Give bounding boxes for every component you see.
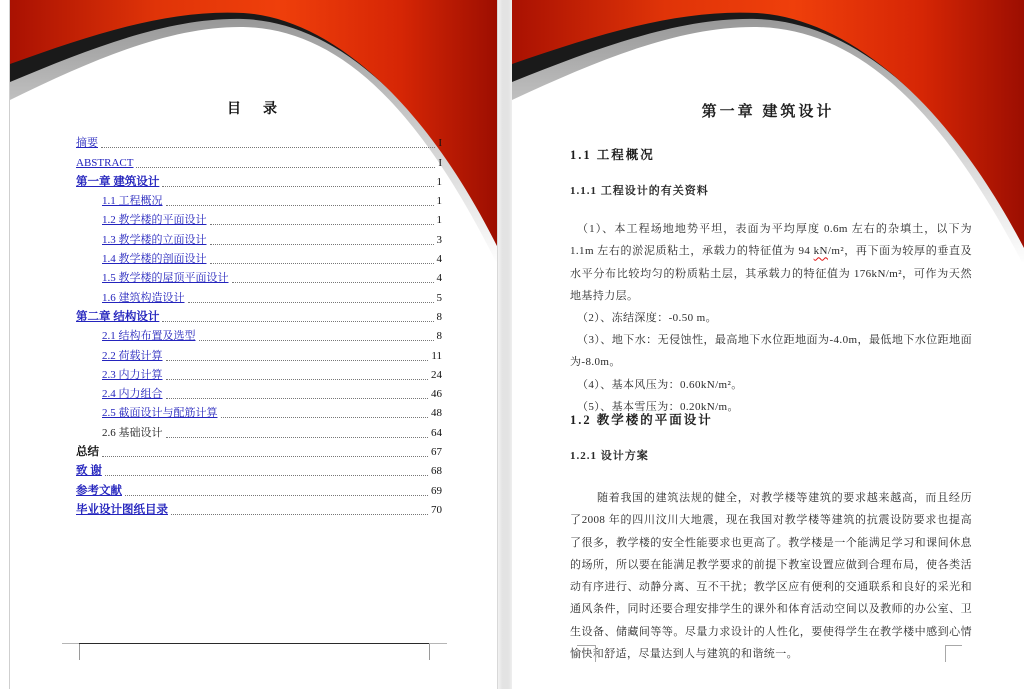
toc-leader-dots [101,147,435,148]
toc-entry-label[interactable]: 毕业设计图纸目录 [76,503,168,516]
footer-margin-mark [429,644,430,660]
toc-leader-dots [162,321,433,322]
toc-leader-dots [166,360,429,361]
toc-leader-dots [232,282,434,283]
text-boundary-corner-mark [595,645,596,662]
section-heading-1-1: 1.1 工程概况 [570,148,655,162]
toc-entry-label[interactable]: 1.3 教学楼的立面设计 [102,233,207,246]
toc-leader-dots [162,186,433,187]
toc-entry[interactable] [76,131,442,150]
toc-page-number: 24 [431,368,442,381]
toc-leader-dots [125,495,428,496]
toc-list [76,131,442,517]
toc-leader-dots [166,398,429,399]
list-item-wind-pressure: （4）、基本风压为：0.60kN/m²。 [577,379,743,391]
toc-page-number: 70 [431,503,442,516]
toc-entry[interactable] [76,266,442,285]
list-item-frost-depth: （2）、冻结深度：-0.50 m。 [577,312,718,324]
toc-entry[interactable] [76,150,442,169]
toc-leader-dots [102,456,428,457]
subsection-heading-1-2-1: 1.2.1 设计方案 [570,450,649,462]
toc-entry-label[interactable]: 2.5 截面设计与配筋计算 [102,407,218,420]
toc-page-number: 67 [431,446,442,459]
toc-title: 目 录 [227,102,281,117]
toc-page-number: 64 [431,426,442,439]
toc-page-number: 48 [431,407,442,420]
list-item-snow-pressure: （5）、基本雪压为：0.20kN/m。 [577,401,739,413]
toc-leader-dots [210,263,434,264]
toc-leader-dots [210,244,434,245]
toc-entry[interactable] [76,363,442,382]
toc-page-number: 1 [436,214,442,227]
toc-leader-dots [199,340,434,341]
toc-entry-label: 2.6 基础设计 [102,426,163,439]
toc-entry[interactable] [76,498,442,517]
toc-page-number: 1 [436,195,442,208]
toc-entry[interactable] [76,324,442,343]
toc-entry[interactable] [76,382,442,401]
toc-leader-dots [166,205,434,206]
toc-page-number: 69 [431,484,442,497]
toc-page-number: 11 [431,349,442,362]
toc-entry-label[interactable]: 2.1 结构布置及选型 [102,330,196,343]
text-boundary-corner-mark [945,645,962,646]
toc-entry[interactable] [76,478,442,497]
toc-leader-dots [221,417,429,418]
toc-leader-dots [188,302,434,303]
toc-entry-label[interactable]: 1.5 教学楼的屋顶平面设计 [102,272,229,285]
toc-entry-label[interactable]: 1.4 教学楼的剖面设计 [102,253,207,266]
footer-margin-mark [62,643,79,644]
section-heading-1-2: 1.2 教学楼的平面设计 [570,413,713,427]
toc-entry[interactable] [76,401,442,420]
toc-entry[interactable] [76,459,442,478]
toc-entry-label[interactable]: 2.2 荷载计算 [102,349,163,362]
text-boundary-corner-mark [945,645,946,662]
toc-entry-label[interactable]: 2.4 内力组合 [102,388,163,401]
toc-page-number: I [438,137,442,150]
toc-leader-dots [166,437,429,438]
toc-page-number: 46 [431,388,442,401]
toc-entry-label[interactable]: 致 谢 [76,465,102,478]
toc-entry [76,420,442,439]
toc-page-number: 5 [436,291,442,304]
toc-entry-label[interactable]: 1.2 教学楼的平面设计 [102,214,207,227]
paragraph-text: （1）、本工程场地地势平坦，表面为平均厚度 0.6m 左右的杂填土，以下为 1.1m 左右的淤泥质粘土，承载力的特征值为 94 [570,223,972,258]
toc-entry-label[interactable]: 参考文献 [76,484,122,497]
toc-page-number: 8 [436,310,442,323]
footer-rule [79,643,429,644]
toc-leader-dots [166,379,429,380]
toc-page-number: I [438,156,442,169]
toc-page-number: 68 [431,465,442,478]
toc-page [9,0,498,689]
toc-leader-dots [136,167,435,168]
toc-page-number: 8 [436,330,442,343]
toc-entry[interactable] [76,189,442,208]
toc-leader-dots [171,514,428,515]
toc-entry-label[interactable]: 第二章 结构设计 [76,310,160,323]
list-item-groundwater: （3）、地下水：无侵蚀性，最高地下水位距地面为-4.0m，最低地下水位距地面为-8.0m。 [570,334,972,369]
toc-leader-dots [210,224,434,225]
toc-page-number: 1 [436,175,442,188]
toc-page-number: 4 [436,272,442,285]
toc-entry-label[interactable]: 第一章 建筑设计 [76,175,160,188]
toc-entry-label[interactable]: 摘要 [76,137,98,150]
toc-entry-label[interactable]: 1.1 工程概况 [102,195,163,208]
text-boundary-corner-mark [577,645,595,646]
toc-entry-label[interactable]: 2.3 内力计算 [102,368,163,381]
toc-entry[interactable] [76,343,442,362]
subsection-heading-1-1-1: 1.1.1 工程设计的有关资料 [570,185,709,197]
toc-entry-label: 总结 [76,446,99,459]
toc-entry [76,440,442,459]
toc-entry-label[interactable]: 1.6 建筑构造设计 [102,291,185,304]
toc-entry[interactable] [76,227,442,246]
toc-entry[interactable] [76,285,442,304]
chapter-page [512,0,1024,689]
paragraph-design-scheme: 随着我国的建筑法规的健全，对教学楼等建筑的要求越来越高，而且经历了2008 年的四川汶川大地震，现在我国对教学楼等建筑的抗震设防要求也提高了很多，教学楼的安全性能要求也更高了。教学楼是一个能满足学习和课间休息的场所，所以要在能满足教学要求的前提下教室设置应做到合理布局，使各类活动有序进行、动静分离、互不干扰；教学区应有便利的交通联系和良好的采光和通风条件，同时还要合理安排学生的课外和体育活动空间以及教师的办公室、卫生设备、储藏间等等。尽量力求设计的人性化，要使得学生在教学楼中感到心情愉快和舒适，尽量达到人与建筑的和谐统一。 [570,492,972,661]
toc-entry[interactable] [76,170,442,189]
footer-margin-mark [79,644,80,660]
paragraph-text: /m²，再下面为较厚的垂直及水平分布比较均匀的粉质粘土层，其承载力的特征值为 176kN/m²，可作为天然地基持力层。 [570,245,972,302]
toc-leader-dots [105,475,428,476]
toc-entry[interactable] [76,247,442,266]
spellcheck-underlined-text: kN [813,245,828,258]
chapter-title: 第一章 建筑设计 [701,104,835,120]
toc-entry-label[interactable]: ABSTRACT [76,156,134,169]
toc-page-number: 4 [436,253,442,266]
toc-entry[interactable] [76,305,442,324]
footer-margin-mark [429,643,447,644]
paragraph-site-conditions [570,218,972,307]
toc-entry[interactable] [76,208,442,227]
toc-page-number: 3 [436,233,442,246]
